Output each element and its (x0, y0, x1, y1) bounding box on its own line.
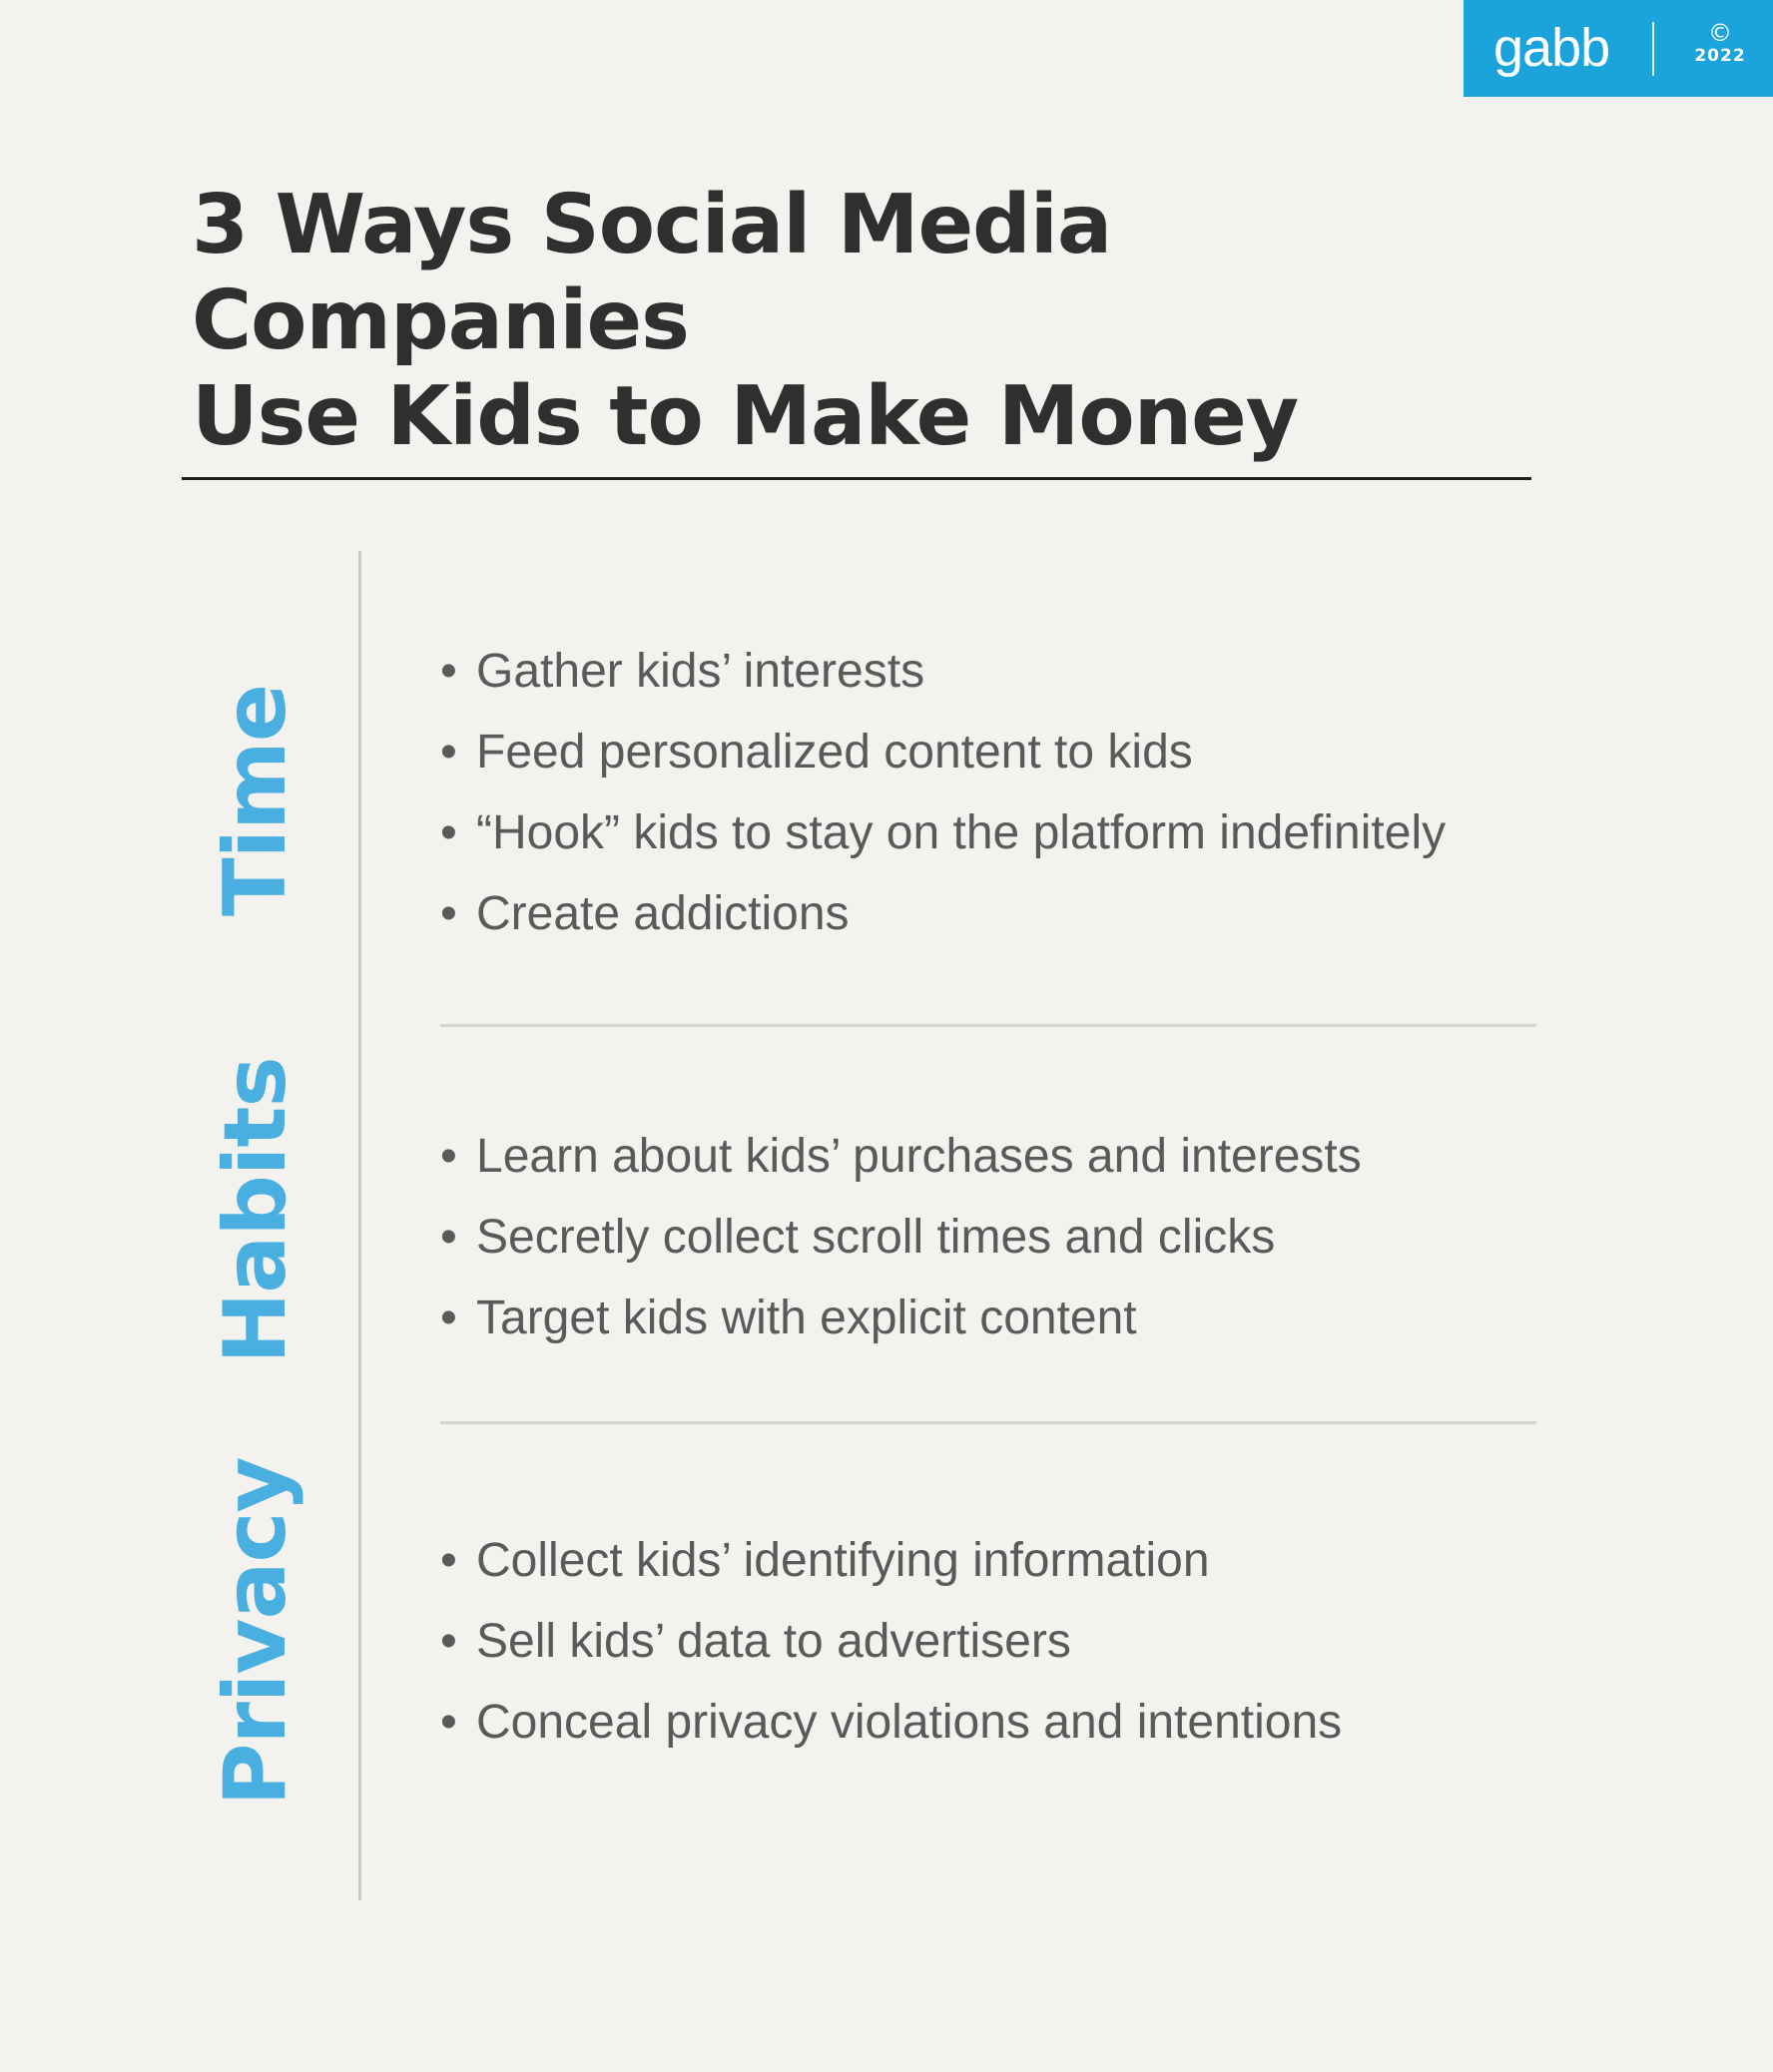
section-divider (440, 1024, 1536, 1027)
title-divider (182, 477, 1531, 480)
brand-badge (1464, 0, 1773, 97)
list-item: • Create addictions (440, 873, 1538, 954)
privacy-list (440, 1520, 1538, 1763)
time-list (440, 631, 1538, 954)
list-item: • Learn about kids’ purchases and interests (440, 1116, 1538, 1197)
list-item: • Sell kids’ data to advertisers (440, 1601, 1538, 1682)
list-item: • Feed personalized content to kids (440, 712, 1538, 792)
list-item: • Conceal privacy violations and intentions (440, 1682, 1538, 1763)
page-title (192, 178, 1489, 465)
list-item: • “Hook” kids to stay on the platform indefinitely (440, 792, 1538, 873)
category-label-habits: Habits (206, 1057, 305, 1364)
category-divider (358, 551, 361, 1900)
list-item: • Secretly collect scroll times and clicks (440, 1197, 1538, 1278)
category-label-time: Time (206, 684, 305, 917)
copyright-notice (1685, 20, 1755, 66)
page-title-line-2: Use Kids to Make Money (192, 369, 1299, 464)
category-label-privacy: Privacy (206, 1457, 305, 1807)
list-item: • Gather kids’ interests (440, 631, 1538, 712)
section-divider (440, 1421, 1536, 1424)
habits-list (440, 1116, 1538, 1358)
copyright-year: 2022 (1694, 46, 1746, 66)
brand-logo: gabb (1493, 18, 1610, 78)
list-item: • Target kids with explicit content (440, 1278, 1538, 1358)
page-title-line-1: 3 Ways Social Media Companies (192, 178, 1112, 368)
brand-divider (1652, 22, 1654, 76)
copyright-icon: © (1708, 19, 1732, 47)
list-item: • Collect kids’ identifying information (440, 1520, 1538, 1601)
